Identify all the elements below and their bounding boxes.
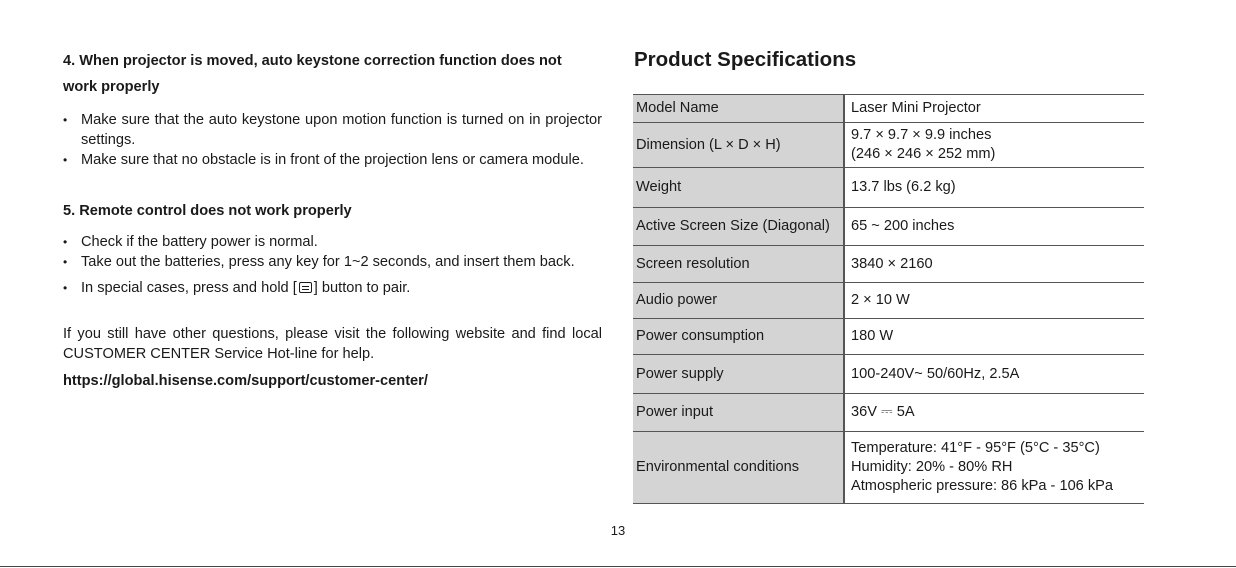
spec-value [844, 168, 1144, 208]
spec-value [844, 95, 1144, 123]
section-5-heading: 5. Remote control does not work properly [63, 203, 352, 219]
spec-value [844, 283, 1144, 319]
table-row [633, 246, 1144, 283]
spec-key: Environmental conditions [633, 432, 844, 504]
spec-key: Dimension (L × D × H) [633, 123, 844, 168]
list-item: • Check if the battery power is normal. [63, 232, 602, 252]
table-row [633, 319, 1144, 355]
spec-key: Power consumption [633, 319, 844, 355]
spec-value-line: 65 ~ 200 inches [851, 218, 955, 234]
table-row [633, 394, 1144, 432]
spec-key: Power supply [633, 355, 844, 394]
spec-value [844, 208, 1144, 246]
spec-value [844, 432, 1144, 504]
spec-value [844, 123, 1144, 168]
spec-key: Audio power [633, 283, 844, 319]
list-item: • Make sure that the auto keystone upon motion function is turned on in projector settings. [63, 110, 602, 150]
table-row [633, 168, 1144, 208]
menu-icon [299, 282, 312, 293]
troubleshooting-column [63, 48, 602, 391]
section-4-heading-line2: work properly [63, 79, 160, 95]
section-4-heading-line1: 4. When projector is moved, auto keystone correction function does not [63, 53, 562, 69]
spec-key: Screen resolution [633, 246, 844, 283]
pair-text-before: In special cases, press and hold [ [81, 280, 297, 296]
spec-value-line: Humidity: 20% - 80% RH [851, 459, 1013, 475]
table-row [633, 123, 1144, 168]
spec-value [844, 246, 1144, 283]
specifications-table [633, 94, 1144, 504]
table-row [633, 208, 1144, 246]
list-item: • Take out the batteries, press any key for 1~2 seconds, and insert them back. [63, 252, 602, 272]
section-5-bullets [63, 232, 602, 298]
spec-value-line: Atmospheric pressure: 86 kPa - 106 kPa [851, 478, 1114, 494]
table-row [633, 432, 1144, 504]
table-row [633, 355, 1144, 394]
spec-value-line: 9.7 × 9.7 × 9.9 inches [851, 127, 992, 143]
spec-value [844, 319, 1144, 355]
section-4-heading [63, 48, 602, 100]
list-item: • Make sure that no obstacle is in front of the projection lens or camera module. [63, 150, 602, 170]
list-item [63, 278, 602, 298]
spec-value-line: 100-240V~ 50/60Hz, 2.5A [851, 365, 1020, 382]
table-row [633, 95, 1144, 123]
spec-value-line: Laser Mini Projector [851, 100, 981, 116]
spec-key: Power input [633, 394, 844, 432]
spec-key: Weight [633, 168, 844, 208]
spec-key: Active Screen Size (Diagonal) [633, 208, 844, 246]
customer-center-url: https://global.hisense.com/support/customer-center/ [63, 373, 428, 389]
spec-value [844, 355, 1144, 394]
page-bottom-divider [0, 566, 1236, 567]
spec-value-line: 36V ⎓ 5A [851, 404, 915, 420]
spec-key: Model Name [633, 95, 844, 123]
spec-value-line: 2 × 10 W [851, 292, 910, 308]
section-4-bullets [63, 110, 602, 170]
spec-value [844, 394, 1144, 432]
spec-value-line: 13.7 lbs (6.2 kg) [851, 179, 956, 195]
spec-value-line: 3840 × 2160 [851, 255, 933, 272]
table-row [633, 283, 1144, 319]
spec-value-line: (246 × 246 × 252 mm) [851, 146, 996, 162]
spec-value-line: Temperature: 41°F - 95°F (5°C - 35°C) [851, 440, 1100, 456]
pair-text-after: ] button to pair. [313, 280, 411, 296]
page-number: 13 [610, 523, 626, 538]
help-paragraph: If you still have other questions, please visit the following website and find local CUSTOMER CENTER Service Hot-line for help. [63, 326, 602, 362]
specifications-title: Product Specifications [634, 48, 857, 71]
spec-value-line: 180 W [851, 328, 894, 344]
